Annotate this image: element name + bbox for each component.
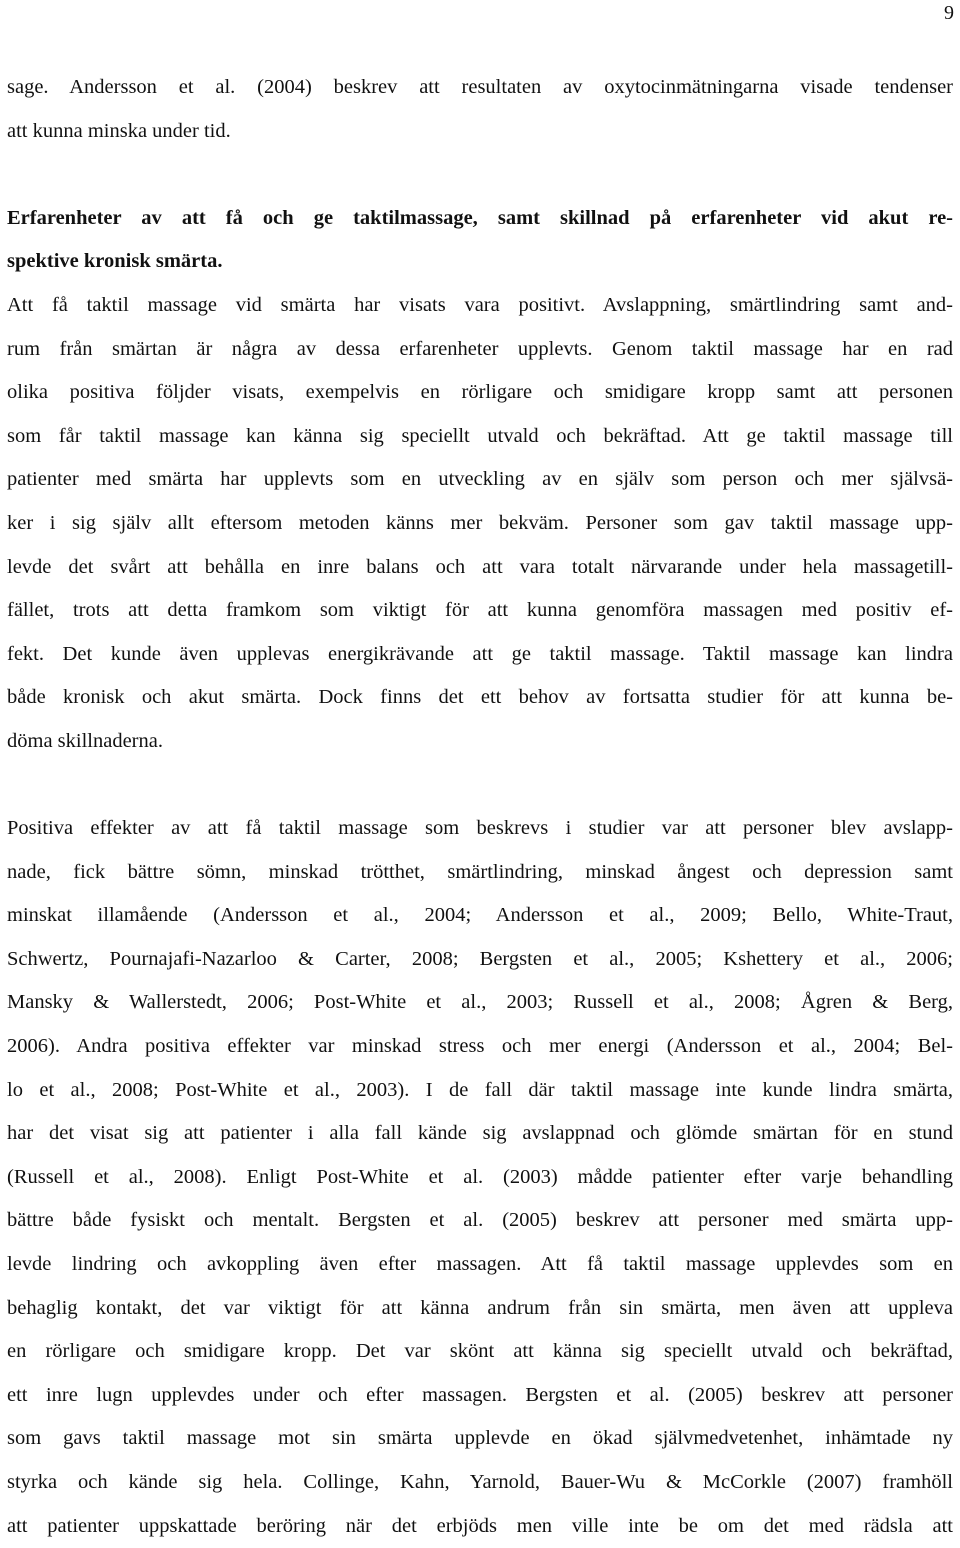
- text-line: Schwertz, Pournajafi-Nazarloo & Carter, 2008; Bergsten et al., 2005; Kshettery et al., 2006;: [7, 947, 953, 970]
- text-line: 2006). Andra positiva effekter var minskad stress och mer energi (Andersson et al., 2004; Bel-: [7, 1035, 953, 1058]
- paragraph-positive-effects: [7, 807, 953, 1548]
- paragraph-gap: [7, 153, 953, 197]
- text-line: att patienter uppskattade beröring när det erbjöds men ville inte be om det med rädsla att: [7, 1514, 953, 1537]
- paragraph-experiences: [7, 284, 953, 764]
- text-line: ett inre lugn upplevdes under och efter massagen. Bergsten et al. (2005) beskrev att personer: [7, 1383, 953, 1406]
- text-line: Positiva effekter av att få taktil massage som beskrevs i studier var att personer blev avslapp-: [7, 817, 953, 840]
- paragraph-gap: [7, 764, 953, 808]
- page-number: 9: [944, 2, 954, 24]
- text-line: nade, fick bättre sömn, minskad trötthet, smärtlindring, minskad ångest och depression samt: [7, 860, 953, 883]
- section-heading: [7, 197, 953, 284]
- text-line: patienter med smärta har upplevts som en utveckling av en själv som person och mer självsä-: [7, 468, 953, 491]
- document-page: [7, 66, 953, 1548]
- paragraph-continuation: [7, 66, 953, 153]
- text-line: en rörligare och smidigare kropp. Det var skönt att känna sig speciellt utvald och bekräftad,: [7, 1340, 953, 1363]
- text-line: behaglig kontakt, det var viktigt för att känna andrum från sin smärta, men även att uppleva: [7, 1296, 953, 1319]
- text-line: bättre både fysiskt och mentalt. Bergsten et al. (2005) beskrev att personer med smärta upp-: [7, 1209, 953, 1232]
- text-line: fekt. Det kunde även upplevas energikrävande att ge taktil massage. Taktil massage kan lindra: [7, 642, 953, 665]
- text-line: både kronisk och akut smärta. Dock finns det ett behov av fortsatta studier för att kunna be-: [7, 686, 953, 709]
- text-line: har det visat sig att patienter i alla fall kände sig avslappnad och glömde smärtan för en stund: [7, 1122, 953, 1145]
- text-line: ker i sig själv allt eftersom metoden känns mer bekväm. Personer som gav taktil massage upp-: [7, 511, 953, 534]
- text-line: att kunna minska under tid.: [7, 119, 231, 142]
- text-line: Mansky & Wallerstedt, 2006; Post-White et al., 2003; Russell et al., 2008; Ågren & Berg,: [7, 991, 953, 1014]
- heading-line: Erfarenheter av att få och ge taktilmassage, samt skillnad på erfarenheter vid akut re-: [7, 206, 953, 229]
- text-line: (Russell et al., 2008). Enligt Post-White et al. (2003) mådde patienter efter varje behandling: [7, 1165, 953, 1188]
- text-line: fället, trots att detta framkom som viktigt för att kunna genomföra massagen med positiv ef-: [7, 599, 953, 622]
- text-line: som gavs taktil massage mot sin smärta upplevde en ökad självmedvetenhet, inhämtade ny: [7, 1427, 953, 1450]
- text-line: döma skillnaderna.: [7, 729, 163, 752]
- text-line: minskat illamående (Andersson et al., 2004; Andersson et al., 2009; Bello, White-Traut,: [7, 904, 953, 927]
- text-line: olika positiva följder visats, exempelvis en rörligare och smidigare kropp samt att personen: [7, 381, 953, 404]
- text-line: levde det svårt att behålla en inre balans och att vara totalt närvarande under hela massagetill-: [7, 555, 953, 578]
- text-line: styrka och kände sig hela. Collinge, Kahn, Yarnold, Bauer-Wu & McCorkle (2007) framhöll: [7, 1471, 953, 1493]
- text-line: levde lindring och avkoppling även efter massagen. Att få taktil massage upplevdes som en: [7, 1253, 953, 1276]
- text-line: Att få taktil massage vid smärta har visats vara positivt. Avslappning, smärtlindring samt and-: [7, 293, 953, 316]
- text-line: som får taktil massage kan känna sig speciellt utvald och bekräftad. Att ge taktil massage till: [7, 424, 953, 447]
- text-line: lo et al., 2008; Post-White et al., 2003). I de fall där taktil massage inte kunde lindra smärta,: [7, 1078, 953, 1101]
- text-line: sage. Andersson et al. (2004) beskrev att resultaten av oxytocinmätningarna visade tendenser: [7, 76, 953, 98]
- heading-line: spektive kronisk smärta.: [7, 250, 223, 273]
- text-line: rum från smärtan är några av dessa erfarenheter upplevts. Genom taktil massage har en rad: [7, 337, 953, 360]
